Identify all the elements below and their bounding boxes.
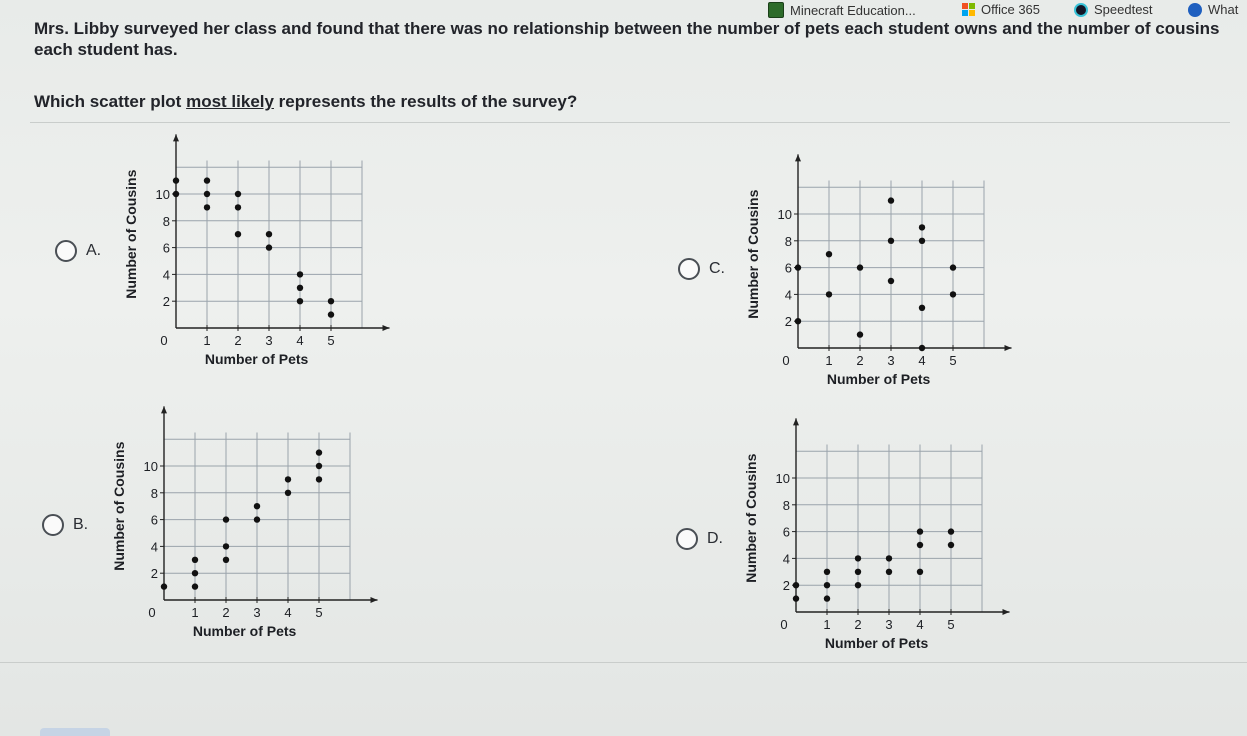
data-point xyxy=(173,191,179,197)
data-point xyxy=(316,449,322,455)
y-tick-label: 6 xyxy=(782,524,790,540)
data-point xyxy=(917,569,923,575)
x-axis-label: Number of Pets xyxy=(204,351,309,367)
y-tick-label: 4 xyxy=(782,551,790,567)
data-point xyxy=(254,503,260,509)
x-tick-label: 5 xyxy=(949,353,957,368)
y-axis-label: Number of Cousins xyxy=(743,453,759,583)
y-tick-label: 2 xyxy=(784,314,792,330)
data-point xyxy=(950,291,956,297)
scatter-plot-a[interactable] xyxy=(110,128,400,378)
data-point xyxy=(297,298,303,304)
data-point xyxy=(824,569,830,575)
data-point xyxy=(204,177,210,183)
data-point xyxy=(316,476,322,482)
option-a-letter: A. xyxy=(86,242,102,259)
data-point xyxy=(855,555,861,561)
x-tick-label: 3 xyxy=(265,333,273,348)
data-point xyxy=(204,204,210,210)
y-axis-arrow xyxy=(795,154,801,161)
y-tick-label: 6 xyxy=(150,512,158,528)
data-point xyxy=(192,583,198,589)
x-tick-label: 4 xyxy=(918,353,926,368)
x-tick-label: 0 xyxy=(780,617,788,632)
y-tick-label: 8 xyxy=(784,233,792,249)
data-point xyxy=(888,197,894,203)
x-axis-label: Number of Pets xyxy=(824,635,929,651)
data-point xyxy=(235,231,241,237)
y-tick-label: 2 xyxy=(150,566,158,582)
data-point xyxy=(266,231,272,237)
bookmark-label: Office 365 xyxy=(981,2,1041,17)
option-b-letter: B. xyxy=(73,516,89,533)
option-d-letter: D. xyxy=(707,530,723,547)
y-axis-label: Number of Cousins xyxy=(111,441,127,571)
y-axis-label: Number of Cousins xyxy=(123,169,139,299)
option-b-radio[interactable] xyxy=(42,514,64,536)
x-tick-label: 0 xyxy=(148,605,156,620)
x-tick-label: 5 xyxy=(327,333,335,348)
option-d-radio[interactable] xyxy=(676,528,698,550)
data-point xyxy=(857,331,863,337)
data-point xyxy=(888,238,894,244)
y-tick-label: 6 xyxy=(162,240,170,256)
x-tick-label: 1 xyxy=(203,333,211,348)
y-tick-label: 6 xyxy=(784,260,792,276)
x-axis-arrow xyxy=(1003,609,1010,615)
data-point xyxy=(919,345,925,351)
prompt-end: represents the results of the survey? xyxy=(273,92,578,111)
bookmark-office365[interactable] xyxy=(962,2,1040,17)
x-tick-label: 1 xyxy=(191,605,199,620)
data-point xyxy=(919,305,925,311)
y-tick-label: 2 xyxy=(162,294,170,310)
y-tick-label: 10 xyxy=(155,187,170,202)
y-axis-arrow xyxy=(161,406,167,413)
partial-element xyxy=(40,728,110,736)
option-c-letter: C. xyxy=(709,260,725,277)
data-point xyxy=(266,244,272,250)
bookmark-label: Minecraft Education... xyxy=(790,2,916,18)
x-axis-arrow xyxy=(1005,345,1012,351)
x-tick-label: 2 xyxy=(856,353,864,368)
data-point xyxy=(917,528,923,534)
y-tick-label: 8 xyxy=(162,213,170,229)
data-point xyxy=(855,582,861,588)
data-point xyxy=(793,582,799,588)
x-tick-label: 1 xyxy=(825,353,833,368)
data-point xyxy=(328,311,334,317)
globe-icon xyxy=(1188,3,1202,17)
data-point xyxy=(919,238,925,244)
x-tick-label: 5 xyxy=(947,617,955,632)
data-point xyxy=(297,271,303,277)
x-axis-arrow xyxy=(371,597,378,603)
x-tick-label: 5 xyxy=(315,605,323,620)
y-axis-arrow xyxy=(173,134,179,141)
data-point xyxy=(192,570,198,576)
y-axis-arrow xyxy=(793,418,799,425)
bookmark-speedtest[interactable] xyxy=(1074,2,1153,17)
prompt-start: Which scatter plot xyxy=(34,92,187,111)
data-point xyxy=(204,191,210,197)
x-tick-label: 3 xyxy=(885,617,893,632)
x-tick-label: 2 xyxy=(234,333,242,348)
data-point xyxy=(948,542,954,548)
bookmark-minecraft[interactable] xyxy=(768,2,916,18)
data-point xyxy=(857,264,863,270)
scatter-plot-d[interactable] xyxy=(730,412,1020,662)
x-tick-label: 1 xyxy=(823,617,831,632)
data-point xyxy=(826,251,832,257)
data-point xyxy=(316,463,322,469)
data-point xyxy=(223,557,229,563)
prompt-emphasis: most likely xyxy=(186,92,274,111)
y-tick-label: 8 xyxy=(150,485,158,501)
x-tick-label: 4 xyxy=(296,333,304,348)
data-point xyxy=(254,516,260,522)
bookmarks-bar xyxy=(640,0,1247,20)
data-point xyxy=(235,191,241,197)
y-tick-label: 10 xyxy=(777,207,792,222)
divider xyxy=(30,122,1230,123)
x-tick-label: 0 xyxy=(782,353,790,368)
data-point xyxy=(297,285,303,291)
data-point xyxy=(285,476,291,482)
data-point xyxy=(886,569,892,575)
data-point xyxy=(824,582,830,588)
data-point xyxy=(235,204,241,210)
scatter-plot-c[interactable] xyxy=(732,148,1022,393)
data-point xyxy=(223,516,229,522)
data-point xyxy=(950,264,956,270)
data-point xyxy=(161,583,167,589)
data-point xyxy=(888,278,894,284)
y-tick-label: 4 xyxy=(150,539,158,555)
data-point xyxy=(917,542,923,548)
data-point xyxy=(886,555,892,561)
bookmark-what[interactable] xyxy=(1188,2,1238,17)
option-a-radio[interactable] xyxy=(55,240,77,262)
data-point xyxy=(948,528,954,534)
data-point xyxy=(285,490,291,496)
divider xyxy=(0,662,1247,663)
x-axis-label: Number of Pets xyxy=(192,623,297,639)
data-point xyxy=(795,264,801,270)
y-axis-label: Number of Cousins xyxy=(745,189,761,319)
minecraft-icon xyxy=(768,2,784,18)
y-tick-label: 10 xyxy=(143,459,158,474)
data-point xyxy=(919,224,925,230)
scatter-plot-b[interactable] xyxy=(98,400,388,650)
x-tick-label: 4 xyxy=(284,605,292,620)
x-axis-arrow xyxy=(383,325,390,331)
data-point xyxy=(328,298,334,304)
y-tick-label: 4 xyxy=(162,267,170,283)
question-prompt xyxy=(34,92,577,112)
x-tick-label: 3 xyxy=(253,605,261,620)
option-c-radio[interactable] xyxy=(678,258,700,280)
x-tick-label: 2 xyxy=(854,617,862,632)
data-point xyxy=(192,557,198,563)
bookmark-label: What xyxy=(1208,2,1239,17)
data-point xyxy=(855,569,861,575)
data-point xyxy=(223,543,229,549)
speedtest-icon xyxy=(1074,3,1088,17)
bookmark-label: Speedtest xyxy=(1094,2,1153,17)
data-point xyxy=(173,177,179,183)
question-text: Mrs. Libby surveyed her class and found that there was no relationship between the number of pets each student owns and the number of cousins each student has. xyxy=(34,19,1220,59)
y-tick-label: 8 xyxy=(782,497,790,513)
data-point xyxy=(793,595,799,601)
microsoft-icon xyxy=(962,3,975,16)
x-axis-label: Number of Pets xyxy=(826,371,931,387)
x-tick-label: 0 xyxy=(160,333,168,348)
y-tick-label: 4 xyxy=(784,287,792,303)
x-tick-label: 3 xyxy=(887,353,895,368)
data-point xyxy=(826,291,832,297)
data-point xyxy=(795,318,801,324)
y-tick-label: 2 xyxy=(782,578,790,594)
x-tick-label: 2 xyxy=(222,605,230,620)
x-tick-label: 4 xyxy=(916,617,924,632)
data-point xyxy=(824,595,830,601)
y-tick-label: 10 xyxy=(775,471,790,486)
